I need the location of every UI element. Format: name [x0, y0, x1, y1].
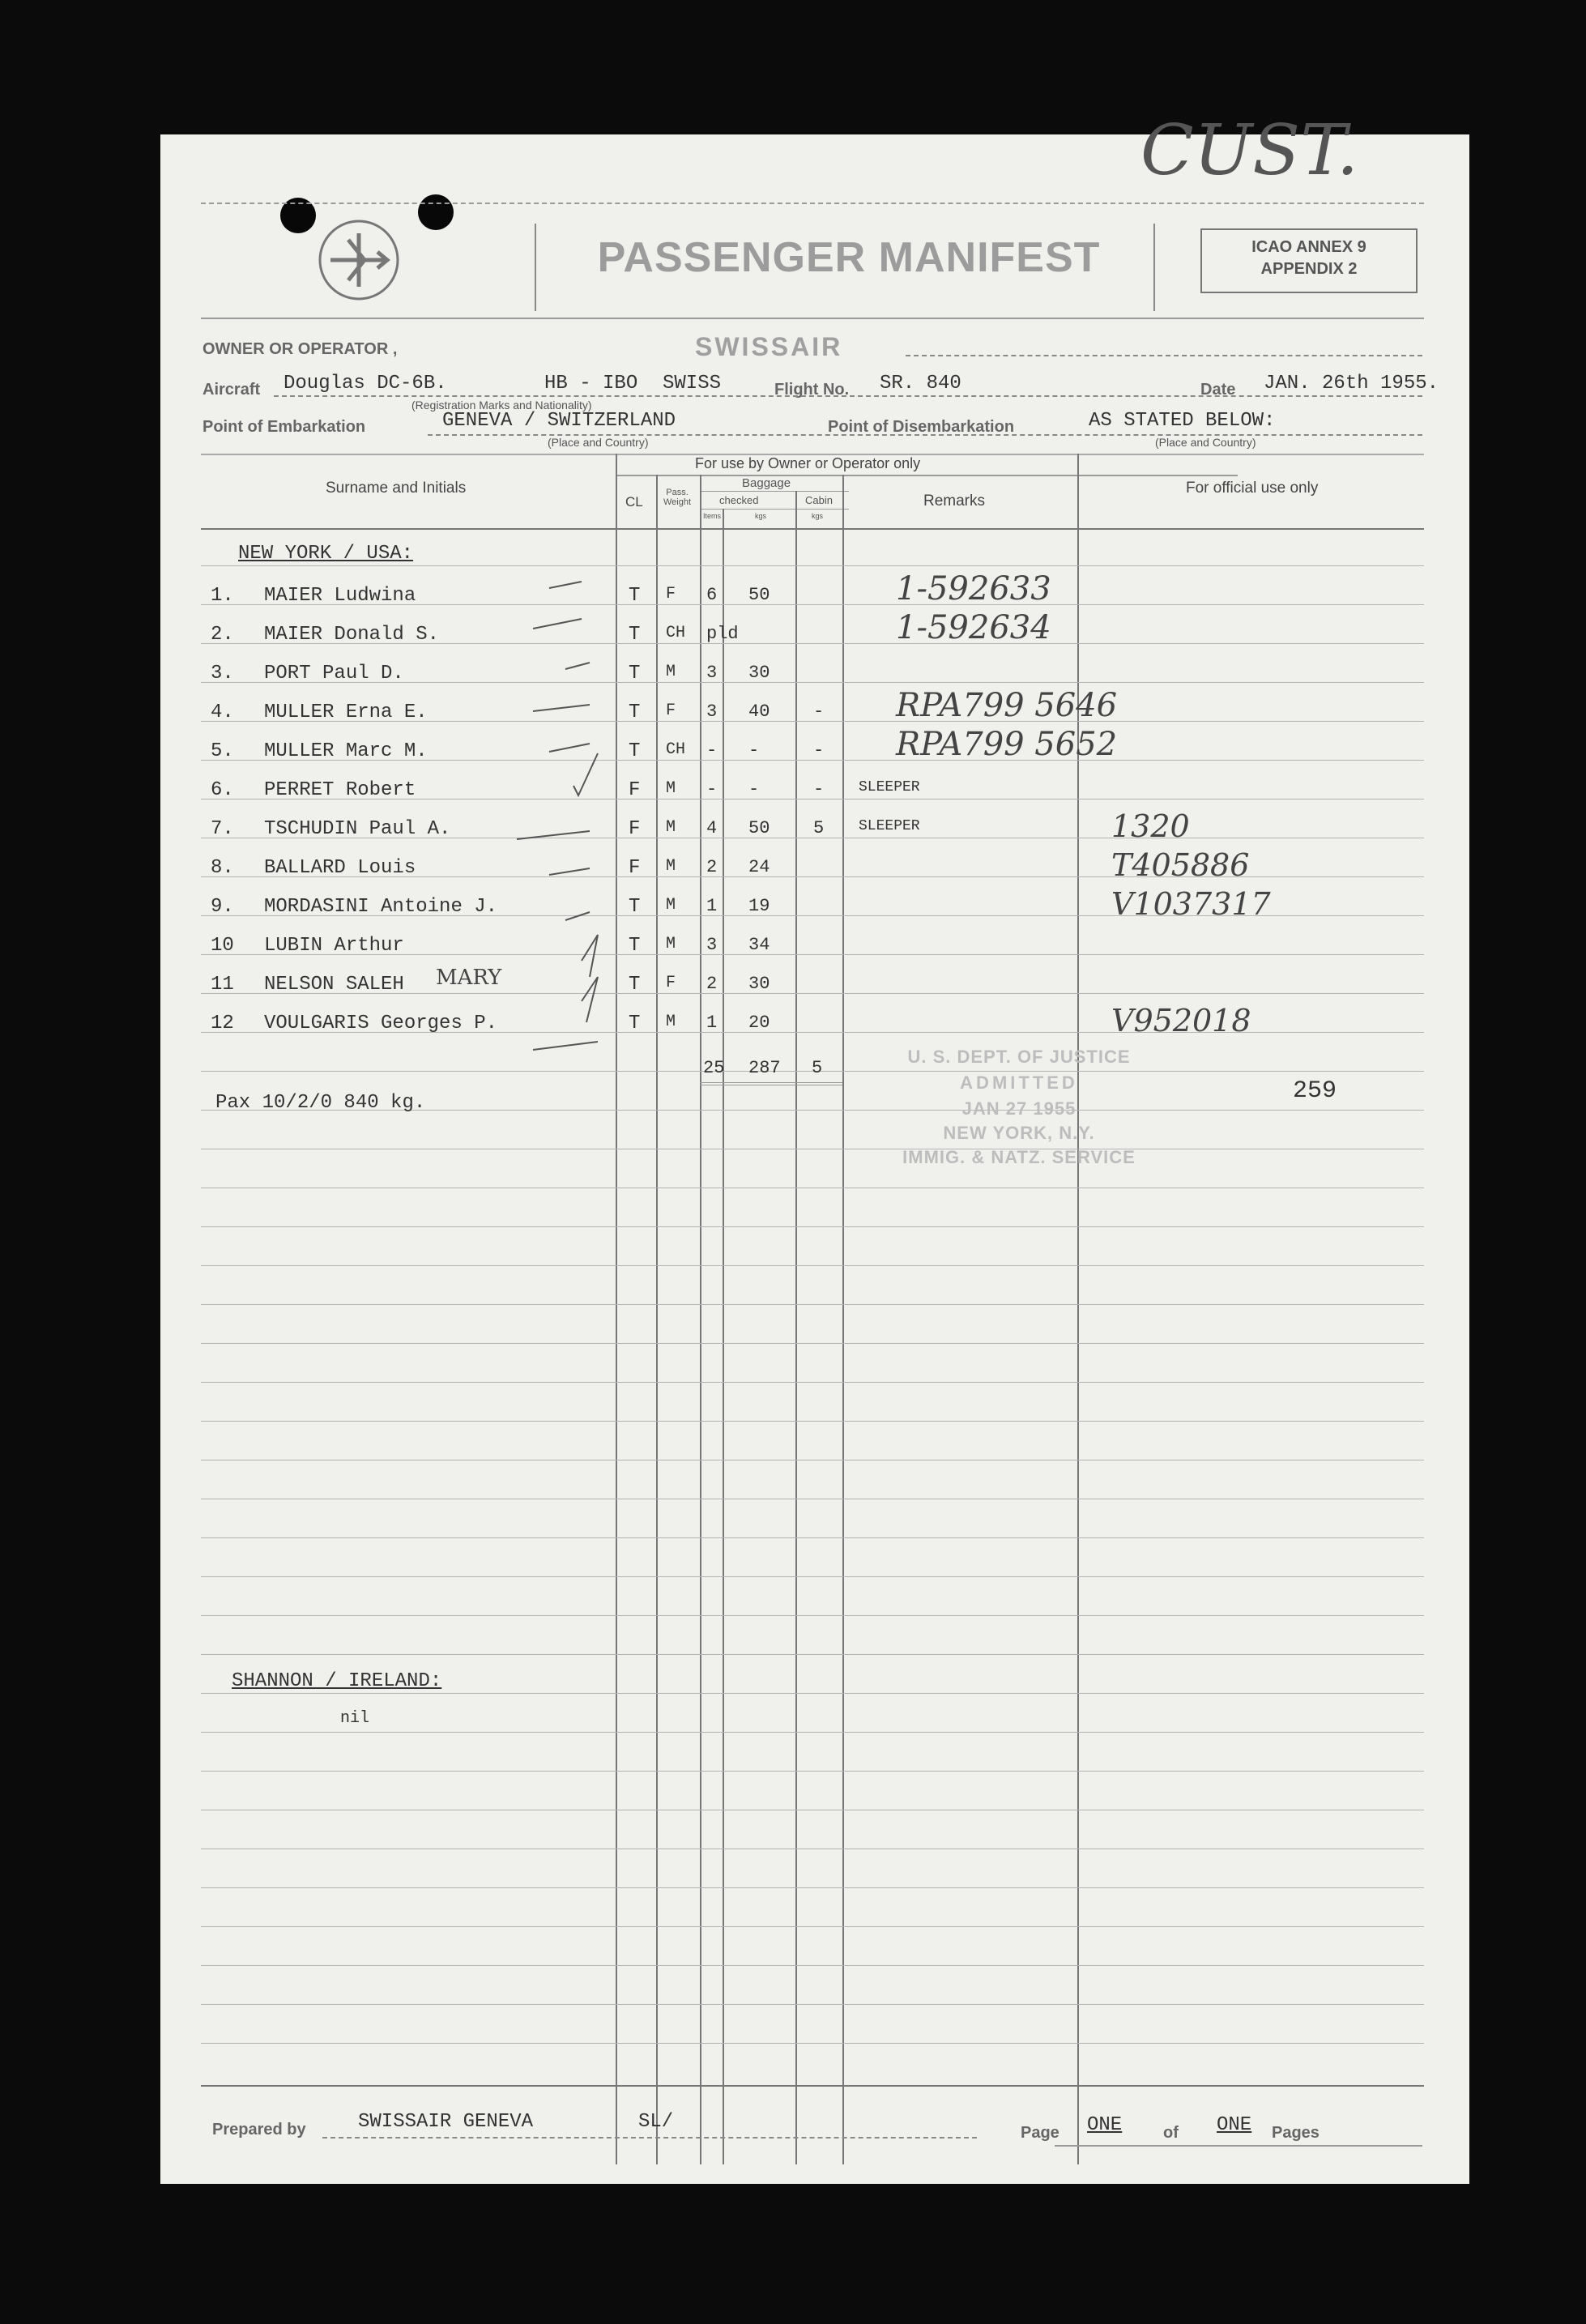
baggage-items: 4 — [706, 818, 718, 838]
stamp-line2: ADMITTED — [960, 1072, 1078, 1093]
row-rule — [201, 1771, 1424, 1772]
passenger-name: MULLER Marc M. — [264, 740, 428, 762]
row-rule — [201, 1654, 1424, 1655]
prepared-label: Prepared by — [212, 2121, 306, 2139]
passenger-class: T — [629, 1013, 641, 1034]
stamp-line4: NEW YORK, N.Y. — [943, 1123, 1095, 1143]
passenger-number: 3. — [211, 663, 234, 684]
passenger-weight: CH — [666, 624, 686, 642]
official-number: 259 — [1293, 1077, 1337, 1105]
passenger-weight: CH — [666, 740, 686, 759]
footer-bottom-rule — [1055, 2145, 1422, 2147]
passenger-name: PORT Paul D. — [264, 663, 404, 684]
embark-label: Point of Embarkation — [203, 418, 366, 436]
passenger-class: F — [629, 818, 641, 840]
baggage-items: 1 — [706, 1013, 718, 1033]
passenger-class: T — [629, 896, 641, 918]
row-rule — [201, 1965, 1424, 1966]
stamp-line1: U. S. DEPT. OF JUSTICE — [907, 1047, 1131, 1067]
baggage-kgs: - — [748, 740, 760, 761]
row-rule — [201, 1926, 1424, 1927]
passenger-class: T — [629, 701, 641, 723]
stamp-line5: IMMIG. & NATZ. SERVICE — [902, 1147, 1136, 1167]
passenger-class: T — [629, 974, 641, 996]
passenger-name: NELSON SALEH — [264, 974, 404, 996]
manifest-paper — [160, 110, 1469, 2184]
passenger-name: LUBIN Arthur — [264, 935, 404, 957]
row-rule — [201, 1304, 1424, 1305]
remarks-handwritten: RPA799 5652 — [896, 726, 1118, 763]
total-items: 25 — [703, 1058, 725, 1078]
baggage-items: 2 — [706, 974, 718, 994]
items-header: Items — [703, 512, 722, 520]
passenger-class: T — [629, 935, 641, 957]
baggage-kgs: 50 — [748, 585, 770, 605]
surname-header: Surname and Initials — [326, 480, 467, 497]
icao-box — [1200, 228, 1418, 293]
header-top-rule — [201, 203, 1424, 204]
baggage-kgs: 30 — [748, 663, 770, 683]
registration-note: (Registration Marks and Nationality) — [411, 399, 592, 411]
passenger-name: BALLARD Louis — [264, 857, 416, 879]
row-rule — [201, 2004, 1424, 2005]
date-label: Date — [1200, 381, 1236, 399]
passenger-weight: M — [666, 935, 676, 953]
passenger-class: F — [629, 857, 641, 879]
aircraft-rule — [274, 395, 1422, 397]
of-value: ONE — [1217, 2114, 1252, 2136]
stamp-line3: JAN 27 1955 — [961, 1098, 1077, 1119]
passenger-name: MAIER Ludwina — [264, 585, 416, 607]
cabin-baggage: - — [813, 779, 825, 800]
baggage-items: pld — [706, 624, 739, 644]
passenger-number: 6. — [211, 779, 234, 801]
row-rule — [201, 1343, 1424, 1344]
official-handwritten: T405886 — [1111, 847, 1250, 883]
baggage-items: 3 — [706, 663, 718, 683]
operator-header-rule — [616, 475, 1238, 476]
pass-weight-header: Pass. Weight — [663, 488, 692, 507]
embark-note: (Place and Country) — [548, 436, 649, 449]
col-divider — [842, 475, 844, 2164]
passenger-number: 10 — [211, 935, 234, 957]
section-heading-new-york: NEW YORK / USA: — [238, 543, 414, 565]
baggage-kgs: 50 — [748, 818, 770, 838]
operator-only-header: For use by Owner or Operator only — [695, 455, 921, 471]
row-rule — [201, 1421, 1424, 1422]
date-value: JAN. 26th 1955. — [1264, 373, 1439, 394]
handwritten-cust: CUST. — [1140, 110, 1359, 191]
admission-stamp — [889, 1047, 1149, 1168]
baggage-kgs: 20 — [748, 1013, 770, 1033]
baggage-items: - — [706, 779, 718, 800]
passenger-number: 5. — [211, 740, 234, 762]
passenger-name: PERRET Robert — [264, 779, 416, 801]
passenger-class: T — [629, 663, 641, 684]
baggage-items: 3 — [706, 935, 718, 955]
flight-label: Flight No. — [774, 381, 850, 399]
pages-label: Pages — [1272, 2124, 1320, 2142]
name-correction: MARY — [436, 966, 502, 990]
baggage-items: 6 — [706, 585, 718, 605]
row-rule — [201, 1732, 1424, 1733]
total-cabin: 5 — [812, 1058, 823, 1078]
owner-top-rule — [201, 318, 1424, 319]
disembark-label: Point of Disembarkation — [828, 418, 1015, 436]
passenger-name: MULLER Erna E. — [264, 701, 428, 723]
flight-value: SR. 840 — [880, 373, 961, 394]
passenger-class: T — [629, 740, 641, 762]
passenger-name: MORDASINI Antoine J. — [264, 896, 498, 918]
baggage-kgs: - — [748, 779, 760, 800]
header-bottom-rule — [201, 528, 1424, 530]
baggage-kgs: 34 — [748, 935, 770, 955]
punch-hole — [418, 194, 454, 230]
row-rule — [201, 1693, 1424, 1694]
remarks-typed: SLEEPER — [859, 779, 920, 795]
col-divider — [795, 491, 797, 2164]
baggage-items: 2 — [706, 857, 718, 877]
row-rule — [201, 1615, 1424, 1616]
passenger-number: 1. — [211, 585, 234, 607]
passenger-weight: M — [666, 896, 676, 915]
row-rule — [201, 1576, 1424, 1577]
remarks-handwritten: 1-592633 — [896, 570, 1051, 608]
aircraft-nationality: SWISS — [663, 373, 722, 394]
cl-header: CL — [625, 494, 643, 510]
official-handwritten: V1037317 — [1111, 886, 1271, 922]
kgs-header: kgs — [755, 512, 767, 520]
passenger-number: 12 — [211, 1013, 234, 1034]
passenger-number: 2. — [211, 624, 234, 646]
passenger-name: VOULGARIS Georges P. — [264, 1013, 498, 1034]
icao-line1: ICAO ANNEX 9 — [1251, 238, 1366, 256]
disembark-value: AS STATED BELOW: — [1089, 410, 1276, 432]
passenger-weight: M — [666, 779, 676, 798]
passenger-number: 7. — [211, 818, 234, 840]
cabin-kgs-header: kgs — [812, 512, 824, 520]
checked-header: checked — [719, 494, 759, 506]
col-divider — [723, 509, 724, 2164]
passenger-weight: F — [666, 701, 676, 720]
baggage-header: Baggage — [742, 476, 791, 490]
of-label: of — [1163, 2124, 1179, 2142]
passenger-number: 8. — [211, 857, 234, 879]
prepared-value: SWISSAIR GENEVA — [358, 2111, 534, 2133]
baggage-kgs: 40 — [748, 701, 770, 722]
passenger-class: F — [629, 779, 641, 801]
baggage-kgs: 19 — [748, 896, 770, 916]
passenger-weight: M — [666, 857, 676, 876]
passenger-weight: F — [666, 585, 676, 603]
remarks-handwritten: 1-592634 — [896, 609, 1051, 646]
owner-value: SWISSAIR — [695, 332, 843, 361]
baggage-kgs: 30 — [748, 974, 770, 994]
row-rule — [201, 1537, 1424, 1538]
tick-marks — [484, 572, 622, 1188]
passenger-name: TSCHUDIN Paul A. — [264, 818, 451, 840]
totals-rule — [700, 1082, 842, 1085]
row-rule — [201, 565, 1424, 566]
baggage-items: 3 — [706, 701, 718, 722]
pax-summary: Pax 10/2/0 840 kg. — [215, 1092, 426, 1114]
page-label: Page — [1021, 2124, 1059, 2142]
col-divider — [700, 475, 701, 2164]
row-rule — [201, 1887, 1424, 1888]
aircraft-label: Aircraft — [203, 381, 261, 399]
aircraft-value: Douglas DC-6B. — [284, 373, 447, 394]
passenger-weight: M — [666, 663, 676, 681]
cabin-baggage: - — [813, 701, 825, 722]
remarks-header: Remarks — [923, 493, 986, 510]
row-rule — [201, 1265, 1424, 1266]
remarks-typed: SLEEPER — [859, 818, 920, 834]
section-heading-shannon: SHANNON / IRELAND: — [232, 1670, 442, 1692]
cabin-header: Cabin — [805, 494, 833, 506]
passenger-number: 9. — [211, 896, 234, 918]
owner-rule — [906, 355, 1422, 356]
passenger-weight: F — [666, 974, 676, 992]
official-handwritten: V952018 — [1111, 1003, 1251, 1038]
remarks-handwritten: RPA799 5646 — [896, 687, 1118, 724]
passenger-number: 11 — [211, 974, 234, 996]
airplane-logo-icon — [314, 215, 403, 305]
icao-line2: APPENDIX 2 — [1260, 260, 1358, 278]
passenger-weight: M — [666, 1013, 676, 1031]
official-header: For official use only — [1186, 480, 1319, 497]
shannon-value: nil — [340, 1709, 370, 1728]
row-rule — [201, 1226, 1424, 1227]
passenger-name: MAIER Donald S. — [264, 624, 440, 646]
official-handwritten: 1320 — [1111, 808, 1190, 844]
col-divider — [656, 475, 658, 2164]
cabin-baggage: 5 — [813, 818, 825, 838]
passenger-class: T — [629, 585, 641, 607]
embark-value: GENEVA / SWITZERLAND — [442, 410, 676, 432]
disembark-note: (Place and Country) — [1155, 436, 1256, 449]
baggage-kgs: 24 — [748, 857, 770, 877]
signature: SL/ — [638, 2111, 674, 2133]
cabin-baggage: - — [813, 740, 825, 761]
owner-label: OWNER OR OPERATOR , — [203, 340, 398, 358]
passenger-class: T — [629, 624, 641, 646]
baggage-items: 1 — [706, 896, 718, 916]
form-title: PASSENGER MANIFEST — [597, 234, 1101, 281]
page-value: ONE — [1087, 2114, 1123, 2136]
baggage-items: - — [706, 740, 718, 761]
row-rule — [201, 2043, 1424, 2044]
row-rule — [201, 1382, 1424, 1383]
footer-top-rule — [201, 2085, 1424, 2087]
passenger-weight: M — [666, 818, 676, 837]
baggage-rule — [701, 491, 849, 492]
aircraft-reg: HB - IBO — [544, 373, 638, 394]
prepared-rule — [322, 2137, 977, 2139]
total-kgs: 287 — [748, 1058, 781, 1078]
passenger-number: 4. — [211, 701, 234, 723]
